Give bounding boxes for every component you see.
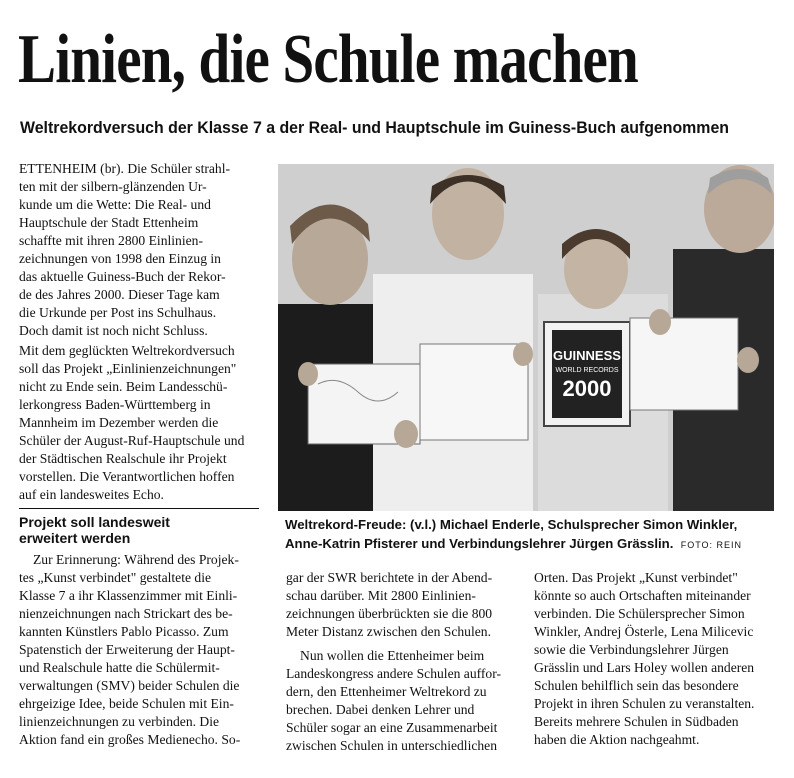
section-subheading bbox=[19, 514, 258, 546]
column-1-paragraph-3 bbox=[19, 551, 258, 749]
text-line: linienzeichnungen zu verbinden. Die bbox=[19, 714, 220, 729]
text-line: verwaltungen (SMV) beider Schulen die bbox=[19, 678, 240, 693]
text-line: Zur Erinnerung: Während des Projek- bbox=[33, 552, 239, 567]
text-line: Bereits mehrere Schulen in Südbaden bbox=[534, 714, 739, 729]
text-line: zeichnungen überbrückten sie die 800 bbox=[286, 606, 493, 621]
subheading-line: erweitert werden bbox=[19, 530, 131, 546]
text-line: Projekt in ihren Schulen zu veranstalten. bbox=[534, 696, 755, 711]
text-line: Klasse 7 a ihr Klassenzimmer mit Einli- bbox=[19, 588, 238, 603]
text-line: Schulen behilflich sein das besondere bbox=[534, 678, 739, 693]
text-line: ehrgeizige Idee, beide Schulen mit Ein- bbox=[19, 696, 234, 711]
text-line: zeichnungen von 1998 den Einzug in bbox=[19, 251, 221, 266]
headline: Linien, die Schule machen bbox=[18, 21, 638, 98]
text-line: die Urkunde per Post ins Schulhaus. bbox=[19, 305, 217, 320]
section-divider bbox=[19, 508, 259, 509]
text-line: ETTENHEIM (br). Die Schüler strahl- bbox=[19, 161, 231, 176]
text-line: Doch damit ist noch nicht Schluss. bbox=[19, 323, 208, 338]
text-line: schaffte mit ihren 2800 Einlinien- bbox=[19, 233, 203, 248]
text-line: Grässlin und Lars Holey wollen anderen bbox=[534, 660, 755, 675]
text-line: gar der SWR berichtete in der Abend- bbox=[286, 570, 493, 585]
text-line: nienzeichnungen nach Strickart des be- bbox=[19, 606, 233, 621]
column-2 bbox=[286, 569, 516, 755]
text-line: Orten. Das Projekt „Kunst verbindet" bbox=[534, 570, 738, 585]
photo-illustration bbox=[278, 164, 774, 511]
caption-line-2 bbox=[285, 534, 785, 555]
text-line: das aktuelle Guiness-Buch der Rekor- bbox=[19, 269, 226, 284]
text-line: dern, den Ettenheimer Weltrekord zu bbox=[286, 684, 487, 699]
text-line: Spatenstich der Erweiterung der Haupt- bbox=[19, 642, 235, 657]
column-1-paragraph-1 bbox=[19, 160, 258, 340]
column-3 bbox=[534, 569, 782, 749]
article-photo bbox=[278, 164, 774, 511]
text-line: Mannheim im Dezember werden die bbox=[19, 415, 219, 430]
text-line: Winkler, Andrej Österle, Lena Milicevic bbox=[534, 624, 754, 639]
text-line: nicht zu Ende sein. Beim Landesschü- bbox=[19, 379, 228, 394]
text-line: könnte so auch Ortschaften miteinander bbox=[534, 588, 751, 603]
text-line: Mit dem geglückten Weltrekordversuch bbox=[19, 343, 235, 358]
text-line: der Städtischen Realschule ihr Projekt bbox=[19, 451, 227, 466]
subheading-line: Projekt soll landesweit bbox=[19, 514, 170, 530]
sign-sub: WORLD RECORDS bbox=[555, 367, 619, 374]
text-line: kunde um die Wette: Die Real- und bbox=[19, 197, 211, 212]
text-line: tes „Kunst verbindet" gestaltete die bbox=[19, 570, 212, 585]
text-line: Landeskongress andere Schulen auffor- bbox=[286, 666, 502, 681]
text-line: zwischen Schulen in unterschiedlichen bbox=[286, 738, 498, 753]
photo-caption bbox=[285, 515, 785, 555]
subheadline: Weltrekordversuch der Klasse 7 a der Real- und Hauptschule im Guiness-Buch aufgenommen bbox=[20, 118, 729, 137]
text-line: Meter Distanz zwischen den Schulen. bbox=[286, 624, 491, 639]
text-line: brechen. Dabei denken Lehrer und bbox=[286, 702, 475, 717]
caption-line: Weltrekord-Freude: (v.l.) Michael Enderle, Schulsprecher Simon Winkler, bbox=[285, 517, 738, 532]
text-line: de des Jahres 2000. Dieser Tage kam bbox=[19, 287, 220, 302]
text-line: Schüler der August-Ruf-Hauptschule und bbox=[19, 433, 245, 448]
text-line: Schüler sogar an eine Zusammenarbeit bbox=[286, 720, 498, 735]
text-line: auf ein landesweites Echo. bbox=[19, 487, 164, 502]
text-line: lerkongress Baden-Württemberg in bbox=[19, 397, 211, 412]
text-line: vorstellen. Die Verantwortlichen hoffen bbox=[19, 469, 235, 484]
text-line: Aktion fand ein großes Medienecho. So- bbox=[19, 732, 241, 747]
text-line: schau darüber. Mit 2800 Einlinien- bbox=[286, 588, 476, 603]
text-line: Nun wollen die Ettenheimer beim bbox=[300, 648, 485, 663]
text-line: sowie die Verbindungslehrer Jürgen bbox=[534, 642, 729, 657]
text-line: Hauptschule der Stadt Ettenheim bbox=[19, 215, 199, 230]
text-line: kannten Künstlers Pablo Picasso. Zum bbox=[19, 624, 229, 639]
sign-year: 2000 bbox=[562, 376, 612, 401]
text-line: haben die Aktion nachgeahmt. bbox=[534, 732, 700, 747]
caption-text: Anne-Katrin Pfisterer und Verbindungslehrer Jürgen Grässlin. bbox=[285, 536, 674, 551]
text-line: ten mit der silbern-glänzenden Ur- bbox=[19, 179, 207, 194]
photo-credit: FOTO: REIN bbox=[680, 540, 743, 550]
text-line: soll das Projekt „Einlinienzeichnungen" bbox=[19, 361, 237, 376]
column-1-paragraph-2 bbox=[19, 342, 258, 504]
text-line: und Realschule hatte die Schülermit- bbox=[19, 660, 220, 675]
text-line: verbinden. Die Schülersprecher Simon bbox=[534, 606, 745, 621]
sign-brand: GUINNESS bbox=[553, 348, 621, 363]
